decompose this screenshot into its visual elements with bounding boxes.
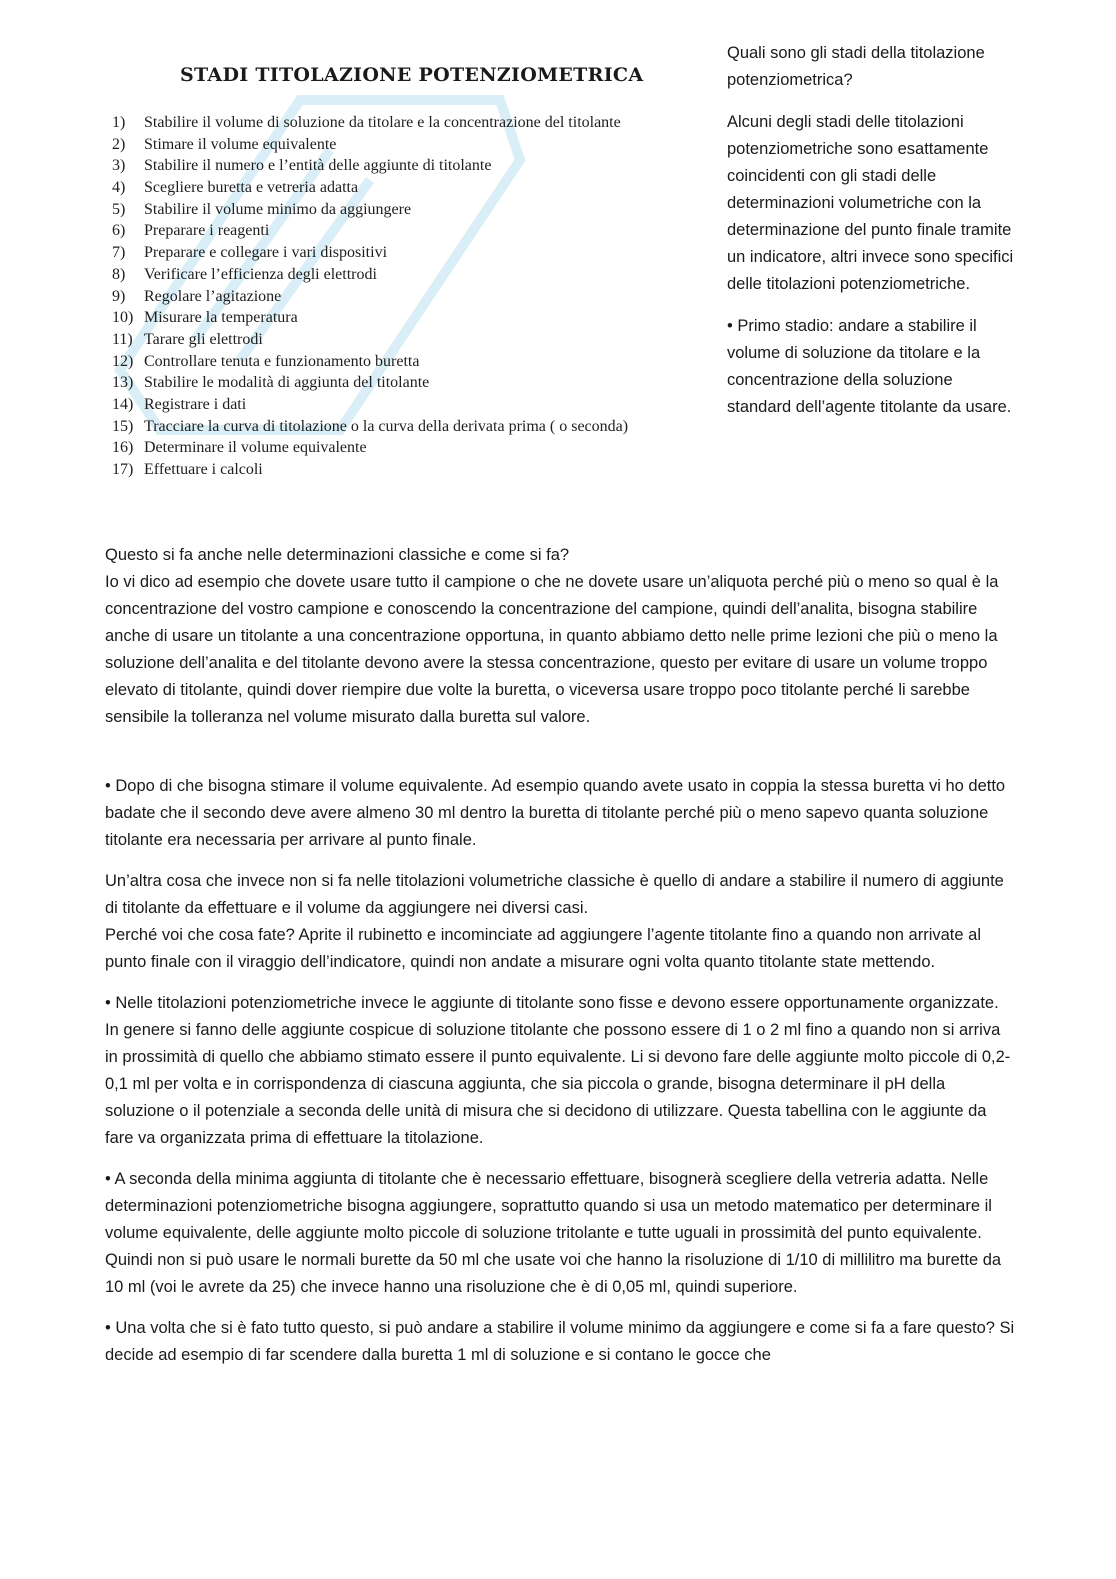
step-text: Registrare i dati: [144, 395, 247, 413]
side-column: [727, 40, 1017, 436]
body-paragraph-4: • Nelle titolazioni potenziometriche invece le aggiunte di titolante sono fisse e devono essere opportunamente organizzate. In genere si fanno delle aggiunte cospicue di soluzione titolante che possono essere di 1 o 2 ml fino a quando non si arriva in prossimità di quello che abbiamo stimato essere il punto equivalente. Li si devono fare delle aggiunte molto piccole di 0,2-0,1 ml per volta e in corrispondenza di ciascuna aggiunta, che sia piccola o grande, bisogna determinare il pH della soluzione o il potenziale a seconda delle unità di misura che si decidono di utilizzare. Questa tabellina con le aggiunte da fare va organizzata prima di effettuare la titolazione.: [105, 994, 1011, 1147]
step-number: 8): [112, 265, 126, 283]
titration-step: [112, 351, 628, 373]
step-text: Verificare l’efficienza degli elettrodi: [144, 265, 377, 283]
scanned-figure: [100, 40, 710, 510]
titration-step: [112, 329, 628, 351]
titration-step: [112, 264, 628, 286]
titration-step: [112, 459, 628, 481]
step-number: 7): [112, 244, 126, 262]
step-text: Stabilire il volume di soluzione da titolare e la concentrazione del titolante: [144, 114, 621, 131]
titration-steps-list: [112, 112, 628, 481]
step-number: 4): [112, 179, 126, 197]
titration-step: [112, 437, 628, 459]
step-number: 5): [112, 200, 126, 218]
body-paragraph-6: • Una volta che si è fato tutto questo, si può andare a stabilire il volume minimo da aggiungere e come si fa a fare questo? Si decide ad esempio di far scendere dalla buretta 1 ml di soluzione e si contano le gocce che: [105, 1319, 1015, 1364]
body-paragraph-5: • A seconda della minima aggiunta di titolante che è necessario effettuare, bisognerà scegliere della vetreria adatta. Nelle determinazioni potenziometriche bisogna aggiungere, soprattutto quando si usa un metodo matematico per determinare il volume equivalente, delle aggiunte molto piccole di soluzione tritolante e tutte uguali in prossimità del punto equivalente. Quindi non si può usare le normali burette da 50 ml che usate voi che hanno la risoluzione di 1/10 di millilitro ma burette da 10 ml (voi le avrete da 25) che invece hanno una risoluzione che è di 0,05 ml, quindi superiore.: [105, 1170, 1002, 1296]
body-paragraph-1: Questo si fa anche nelle determinazioni classiche e come si fa? Io vi dico ad esempio che dovete usare tutto il campione o che ne dovete usare un’aliquota perché più o meno so qual è la concentrazione del vostro campione e conoscendo la concentrazione del campione, quindi dell’analita, bisogna stabilire anche di usare un titolante a una concentrazione opportuna, in quanto abbiamo detto nelle prime lezioni che più o meno la soluzione dell’analita e del titolante devono avere la stessa concentrazione, questo per evitare di usare un volume troppo elevato di titolante, quindi dover riempire due volte la buretta, o viceversa usare troppo poco titolante perché li sarebbe sensibile la tolleranza nel volume misurato dalla buretta sul valore.: [105, 546, 999, 726]
step-number: 17): [112, 461, 134, 478]
step-number: 14): [112, 395, 134, 413]
titration-step: [112, 394, 628, 416]
main-body: [105, 542, 1015, 1383]
step-number: 13): [112, 374, 134, 392]
step-number: 9): [112, 287, 126, 305]
step-number: 16): [112, 439, 134, 457]
step-number: 15): [112, 417, 134, 435]
step-text: Regolare l’agitazione: [144, 287, 282, 305]
step-number: 10): [112, 309, 134, 327]
step-text: Controllare tenuta e funzionamento buretta: [144, 352, 420, 370]
titration-step: [112, 372, 628, 394]
step-text: Stabilire il volume minimo da aggiungere: [144, 200, 412, 218]
step-text: Preparare e collegare i vari dispositivi: [144, 244, 388, 262]
step-text: Effettuare i calcoli: [144, 461, 263, 478]
step-number: 2): [112, 135, 126, 153]
step-text: Tracciare la curva di titolazione o la curva della derivata prima ( o seconda): [144, 417, 629, 435]
titration-step: [112, 416, 628, 438]
titration-step: [112, 177, 628, 199]
titration-step: [112, 286, 628, 308]
step-number: 3): [112, 157, 126, 175]
step-number: 6): [112, 222, 126, 240]
step-text: Preparare i reagenti: [144, 222, 270, 240]
side-answer: Alcuni degli stadi delle titolazioni potenziometriche sono esattamente coincidenti con gli stadi delle determinazioni volumetriche con la determinazione del punto finale tramite un indicatore, altri invece sono specifici delle titolazioni potenziometriche.: [727, 113, 1014, 293]
step-text: Tarare gli elettrodi: [144, 330, 263, 348]
side-question: Quali sono gli stadi della titolazione potenziometrica?: [727, 44, 985, 89]
titration-step: [112, 242, 628, 264]
figure-title: STADI TITOLAZIONE POTENZIOMETRICA: [180, 64, 644, 86]
body-paragraph-2: • Dopo di che bisogna stimare il volume equivalente. Ad esempio quando avete usato in coppia la stessa buretta vi ho detto badate che il secondo deve avere almeno 30 ml dentro la buretta di titolante perché più o meno sapevo quanta soluzione titolante era necessaria per arrivare al punto finale.: [105, 777, 1006, 849]
step-text: Misurare la temperatura: [144, 309, 298, 327]
step-text: Scegliere buretta e vetreria adatta: [144, 179, 359, 197]
body-paragraph-3: Un’altra cosa che invece non si fa nelle titolazioni volumetriche classiche è quello di andare a stabilire il numero di aggiunte di titolante da effettuare e il volume da aggiungere nei diversi casi. Perché voi che cosa fate? Aprite il rubinetto e incominciate ad aggiungere l’agente titolante fino a quando non arrivate al punto finale con il viraggio dell’indicatore, quindi non andate a misurare ogni volta quanto titolante state mettendo.: [105, 872, 1004, 971]
titration-step: [112, 155, 628, 177]
titration-step: [112, 307, 628, 329]
step-number: 12): [112, 352, 134, 370]
step-text: Stabilire le modalità di aggiunta del titolante: [144, 374, 430, 392]
titration-step: [112, 220, 628, 242]
titration-step: [112, 112, 628, 134]
step-text: Stimare il volume equivalente: [144, 135, 337, 153]
step-number: 11): [112, 330, 133, 348]
step-text: Determinare il volume equivalente: [144, 439, 367, 457]
titration-step: [112, 134, 628, 156]
step-number: 1): [112, 114, 126, 131]
side-bullet-first-stage: • Primo stadio: andare a stabilire il volume di soluzione da titolare e la concentrazione della soluzione standard dell’agente titolante da usare.: [727, 317, 1012, 416]
titration-step: [112, 199, 628, 221]
step-text: Stabilire il numero e l’entità delle aggiunte di titolante: [144, 157, 492, 175]
